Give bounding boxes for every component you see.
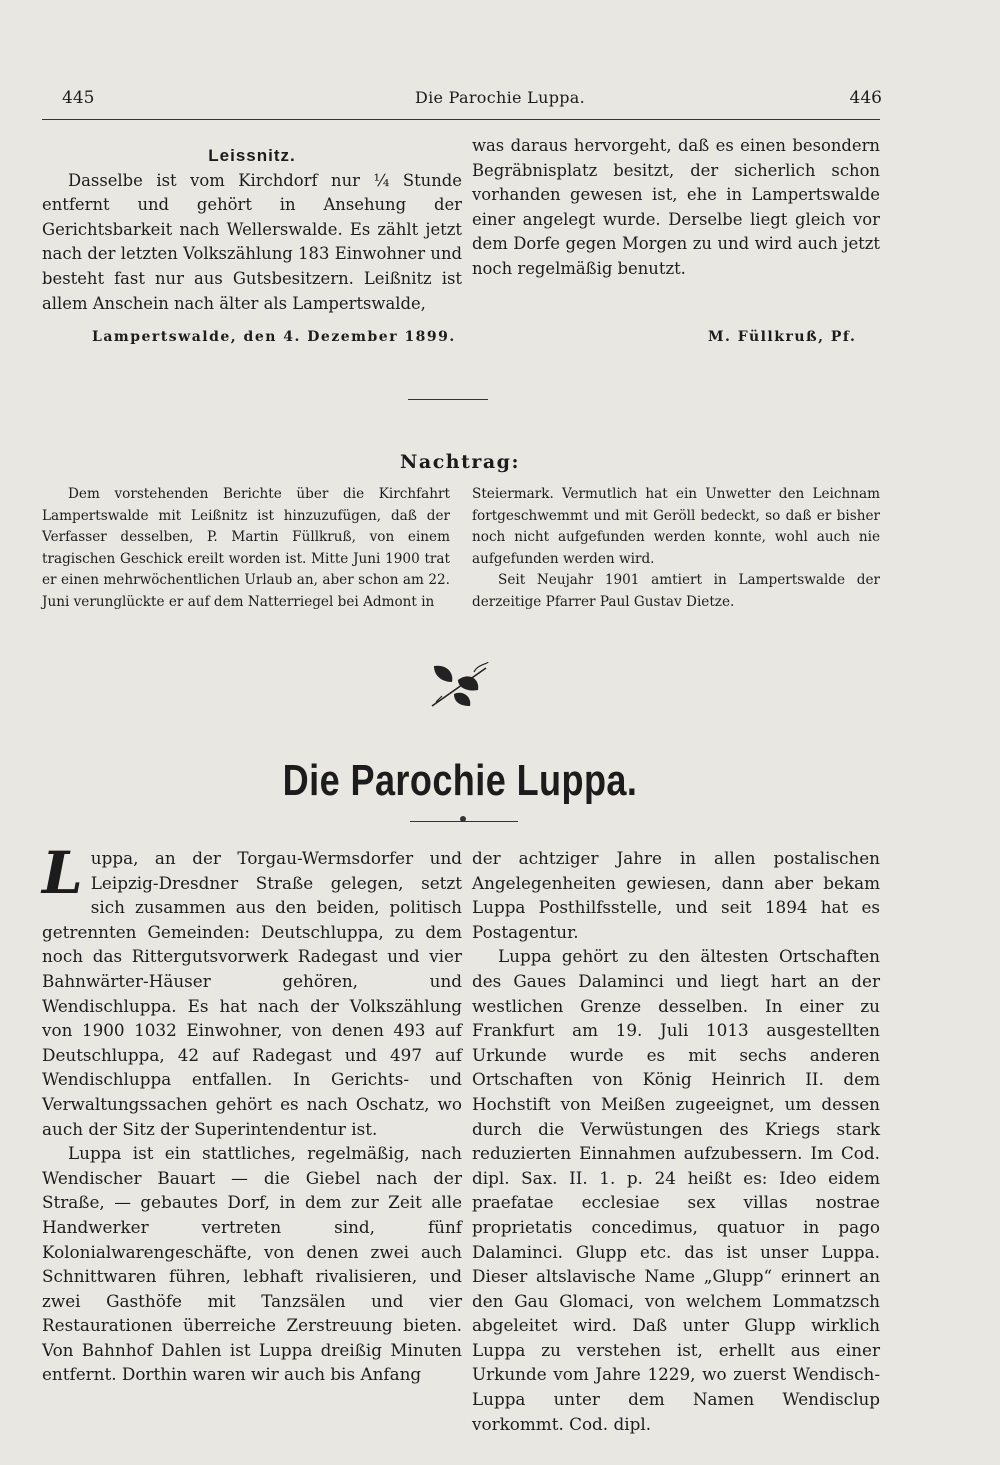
article-title: Die Parochie Luppa. — [282, 756, 638, 805]
article-paragraph-1-text: uppa, an der Torgau-Wermsdorfer und Leipzig-Dresdner Straße gelegen, setzt sich zusammen aus den beiden, politisch getrennten Gemeinden: Deutschluppa, zu dem noch das Rittergutsvorwerk Radegast und vier Bahnwärter-Häuser gehören, und Wendischluppa. Es hat nach der Volkszählung von 1900 1032 Einwohner, von denen 493 auf Deutschluppa, 42 auf Radegast und 497 auf Wendischluppa entfallen. In Gerichts- und Verwaltungssachen gehört es nach Oschatz, wo auch der Sitz der Superintendentur ist. — [42, 848, 462, 1139]
article-left-column — [42, 839, 462, 1387]
article-paragraph-3: der achtziger Jahre in allen postalischen Angelegenheiten gewiesen, dann aber bekam Luppa Posthilfsstelle, und seit 1894 hat es Postagentur. — [472, 848, 880, 942]
nachtrag-paragraph-right-1: Steiermark. Vermutlich hat ein Unwetter den Leichnam fortgeschwemmt und mit Geröll bedeckt, so daß er bisher noch nicht aufgefunden werden konnte, wohl auch nie aufgefunden werden wird. — [472, 486, 880, 567]
article-paragraph-1 — [42, 839, 462, 1141]
article-paragraph-4: Luppa gehört zu den ältesten Ortschaften des Gaues Dalaminci und liegt hart an der westlichen Grenze desselben. In einer zu Frankfurt am 19. Juli 1013 ausgestellten Urkunde wurde es mit sechs anderen Ortschaften von König Heinrich II. dem Hochstift von Meißen zugeeignet, um dessen durch die Verwüstungen des Kriegs stark reduzierten Einnahmen aufzubessern. Im Cod. dipl. Sax. II. 1. p. 24 heißt es: Ideo eidem praefatae ecclesiae sex villas nostrae proprietatis concedimus, quatuor in pago Dalaminci. Glupp etc. das ist unser Luppa. Dieser altslavische Name „Glupp“ erinnert an den Gau Glomaci, von welchem Lommatzsch abgeleitet wird. Daß unter Glupp wirklich Luppa zu verstehen ist, erhellt aus einer Urkunde vom Jahre 1229, wo zuerst Wendisch-Luppa unter dem Namen Wendisclup vorkommt. Cod. dipl. — [472, 946, 880, 1434]
nachtrag-left-column — [42, 484, 450, 613]
drop-cap: L — [42, 839, 83, 907]
nachtrag-paragraph-right-2: Seit Neujahr 1901 amtiert in Lampertswalde der derzeitige Pfarrer Paul Gustav Dietze. — [472, 572, 880, 610]
page-number-left: 445 — [62, 88, 95, 108]
leissnitz-paragraph-left: Dasselbe ist vom Kirchdorf nur ¼ Stunde entfernt und gehört in Ansehung der Gerichtsbarkeit nach Wellerswalde. Es zählt jetzt nach der letzten Volkszählung 183 Einwohner und besteht fast nur aus Gutsbesitzern. Leißnitz ist allem Anschein nach älter als Lampertswalde, — [42, 170, 462, 313]
nachtrag-paragraph-left: Dem vorstehenden Berichte über die Kirchfahrt Lampertswalde mit Leißnitz ist hinzuzufügen, daß der Verfasser desselben, P. Martin Füllkruß, von einem tragischen Geschick ereilt worden ist. Mitte Juni 1900 trat er einen mehrwöchentlichen Urlaub an, aber schon am 22. Juni verunglückte er auf dem Natterriegel bei Admont in — [42, 486, 450, 610]
page-number-right: 446 — [849, 88, 882, 108]
header-rule — [42, 119, 880, 120]
leissnitz-right-column — [472, 134, 880, 282]
leissnitz-left-column — [42, 144, 462, 316]
leissnitz-paragraph-right: was daraus hervorgeht, daß es einen besondern Begräbnisplatz besitzt, der sicherlich schon vorhanden gewesen ist, ehe in Lampertswalde einer angelegt wurde. Derselbe liegt gleich vor dem Dorfe gegen Morgen zu und wird auch jetzt noch regelmäßig benutzt. — [472, 136, 880, 278]
article-right-column — [472, 846, 880, 1436]
signature-author: M. Füllkruß, Pf. — [708, 329, 857, 345]
running-title: Die Parochie Luppa. — [414, 88, 586, 107]
leaf-ornament-icon — [428, 660, 492, 710]
nachtrag-right-column — [472, 484, 880, 613]
article-paragraph-2: Luppa ist ein stattliches, regelmäßig, nach Wendischer Bauart — die Giebel nach der Straße, — gebautes Dorf, in dem zur Zeit alle Handwerker vertreten sind, fünf Kolonialwarengeschäfte, von denen zwei auch Schnittwaren führen, lebhaft rivalisieren, und zwei Gasthöfe mit Tanzsälen und vier Restaurationen überreiche Zerstreuung bieten. Von Bahnhof Dahlen ist Luppa dreißig Minuten entfernt. Dorthin waren wir auch bis Anfang — [42, 1143, 462, 1385]
signature-place-date: Lampertswalde, den 4. Dezember 1899. — [92, 329, 456, 345]
section-divider — [408, 399, 488, 400]
section-title-nachtrag: Nachtrag: — [400, 451, 520, 473]
section-title-leissnitz: Leissnitz. — [208, 146, 296, 165]
title-ornament-dot — [460, 816, 466, 822]
